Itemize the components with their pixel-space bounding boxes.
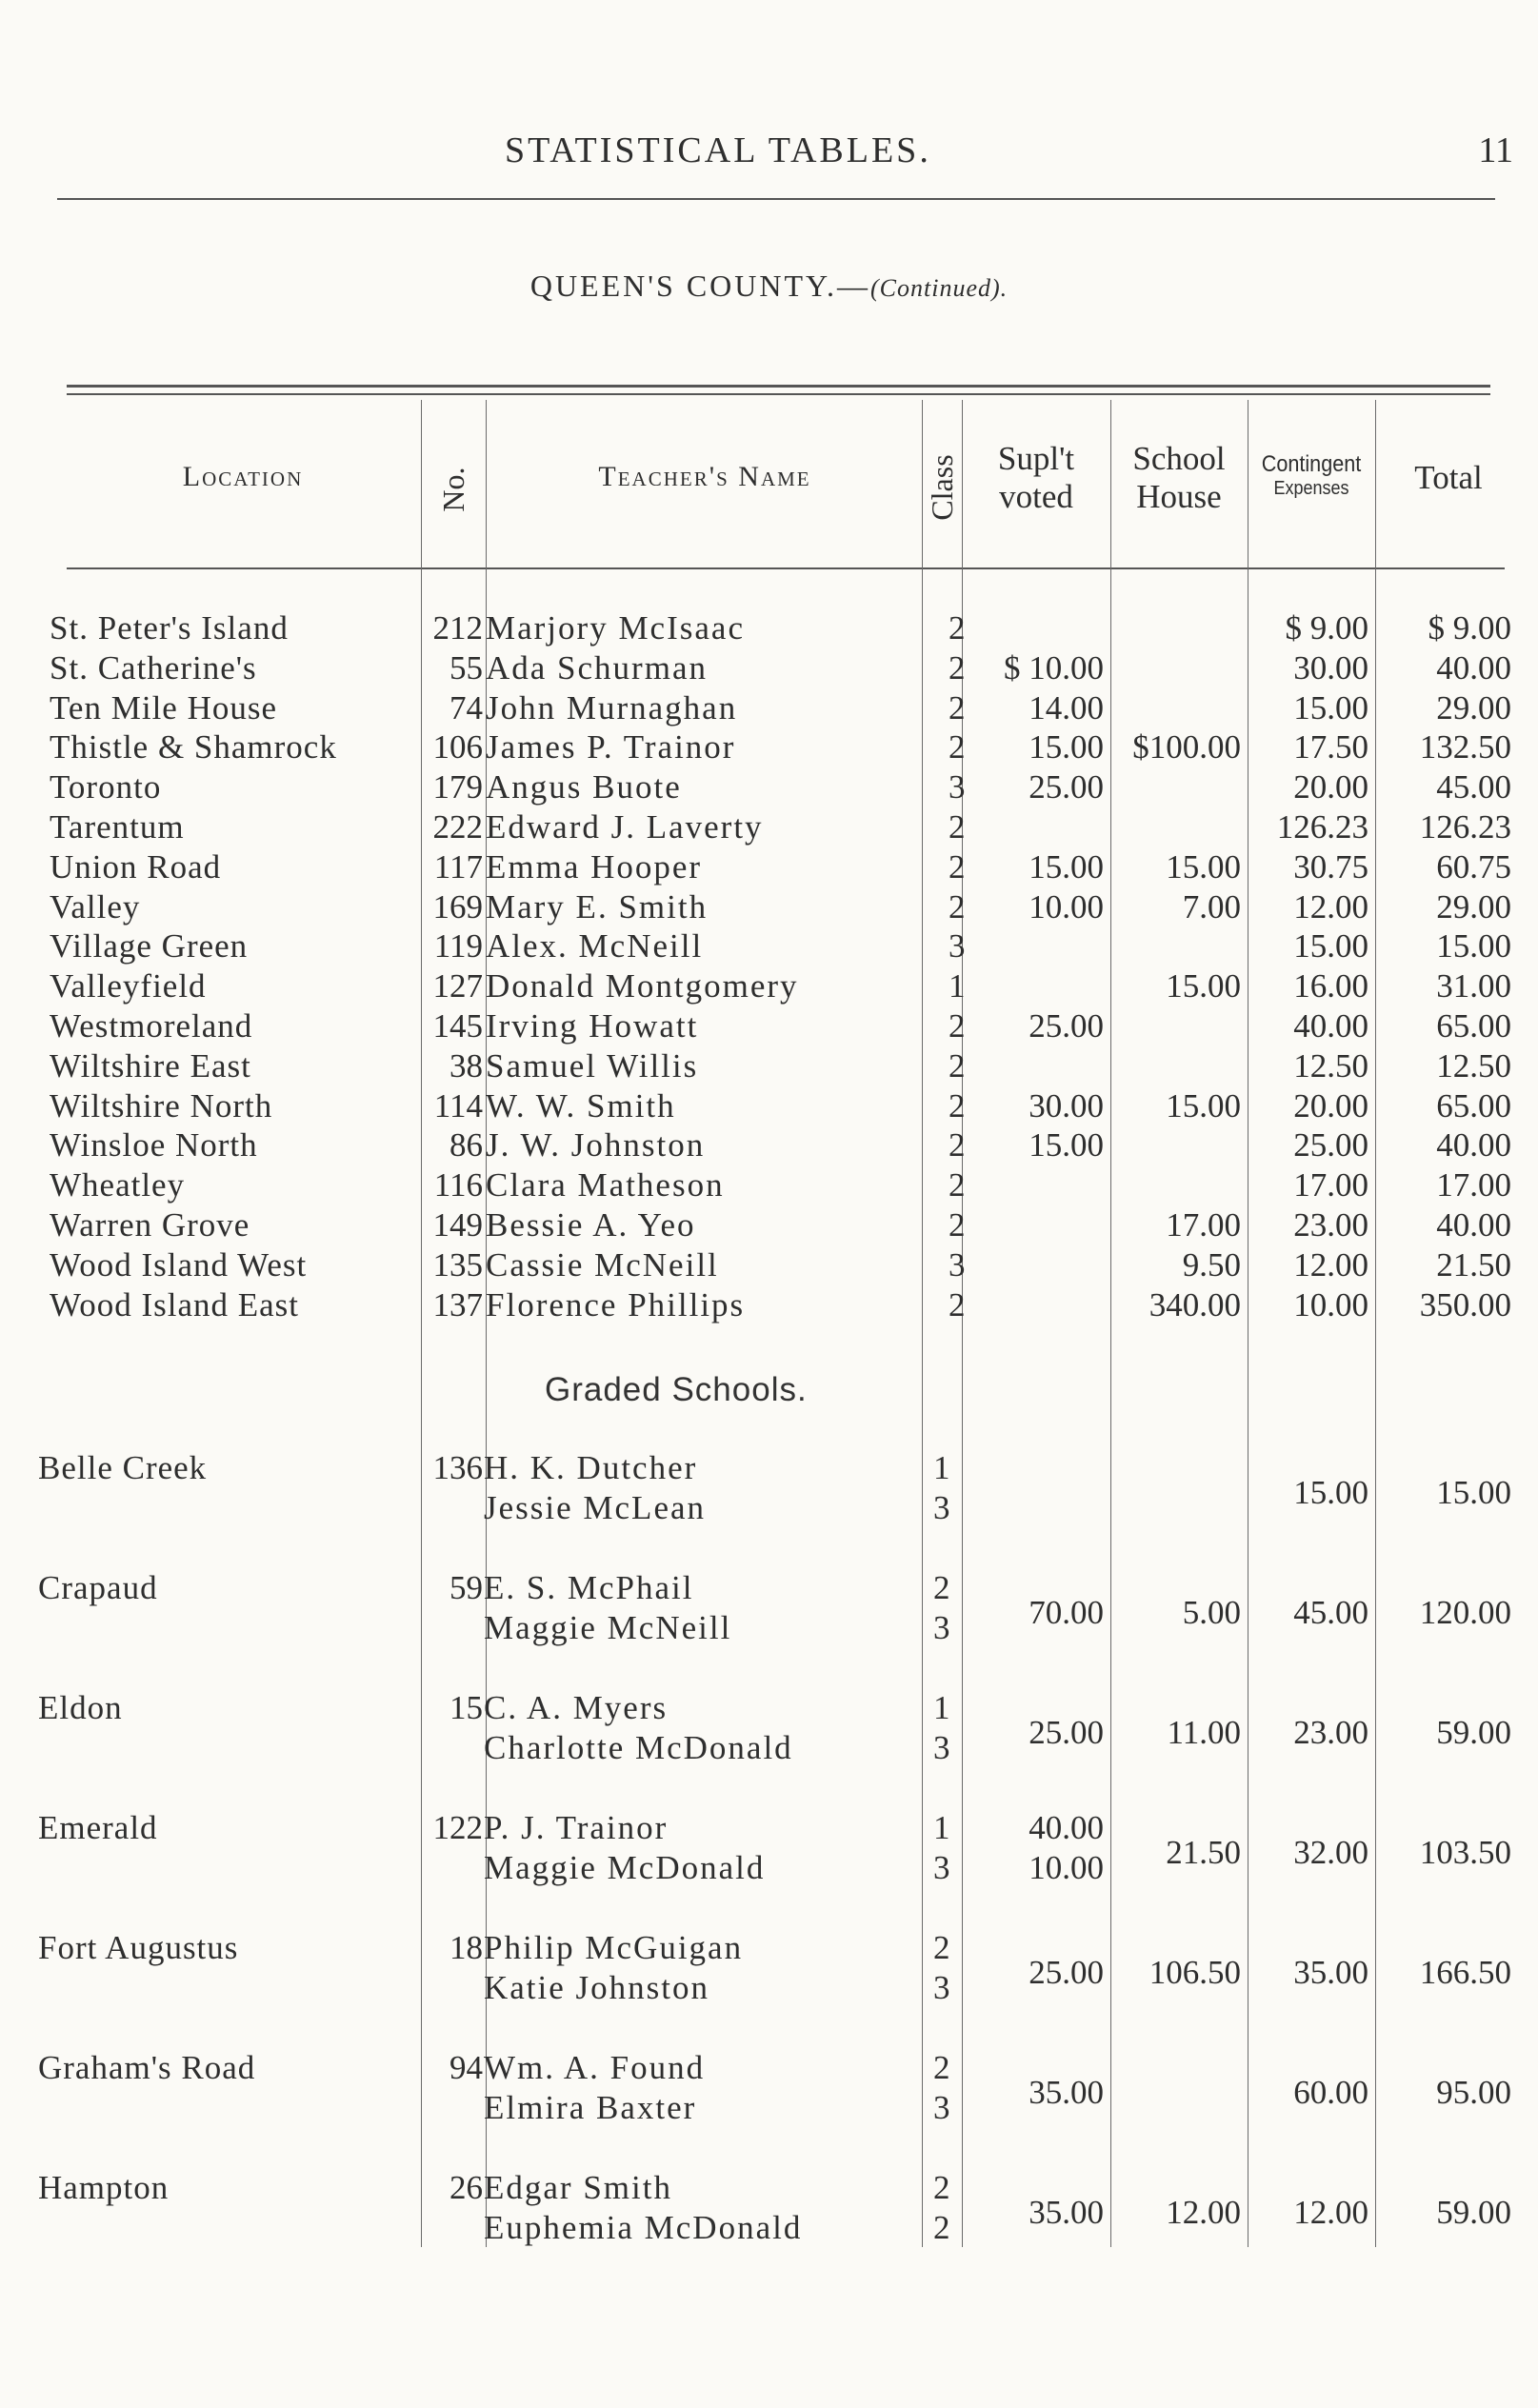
cell-school: 15.00 xyxy=(1166,1086,1241,1124)
cell-class: 2 xyxy=(949,1206,966,1244)
cell-no: 59 xyxy=(449,1569,483,1606)
graded-school-row xyxy=(0,1449,1538,1535)
cell-supl: 25.00 xyxy=(1029,1954,1104,1991)
cell-class: 2 xyxy=(949,688,966,726)
cell-no: 106 xyxy=(432,728,483,766)
cell-teacher: Alex. McNeill xyxy=(486,927,704,965)
cell-location: Valley xyxy=(50,887,141,925)
cell-location: Belle Creek xyxy=(38,1449,208,1486)
cell-supl: 14.00 xyxy=(1029,688,1104,726)
cell-total: 40.00 xyxy=(1436,648,1511,687)
cell-total: 12.50 xyxy=(1436,1046,1511,1085)
cell-supl: 15.00 xyxy=(1029,1126,1104,1164)
cell-class-assistant: 3 xyxy=(933,1849,950,1886)
cell-class-principal: 2 xyxy=(933,1929,950,1966)
cell-teacher-principal: Edgar Smith xyxy=(484,2169,672,2206)
cell-total: 59.00 xyxy=(1436,2194,1511,2231)
running-title: STATISTICAL TABLES. xyxy=(505,130,931,170)
cell-total: 103.50 xyxy=(1419,1834,1511,1871)
cell-no: 169 xyxy=(432,887,483,925)
cell-teacher-principal: Wm. A. Found xyxy=(484,2049,706,2086)
cell-total: 120.00 xyxy=(1419,1594,1511,1631)
cell-contingent: 15.00 xyxy=(1293,688,1368,726)
header-school-house xyxy=(1112,440,1246,517)
cell-teacher-principal: E. S. McPhail xyxy=(484,1569,694,1606)
cell-teacher-assistant: Katie Johnston xyxy=(484,1969,710,2006)
cell-location: Wood Island West xyxy=(50,1245,308,1284)
cell-contingent: 126.23 xyxy=(1276,808,1368,846)
header-supl xyxy=(964,440,1109,517)
cell-location: Warren Grove xyxy=(50,1206,250,1244)
cell-contingent: 12.00 xyxy=(1293,887,1368,925)
cell-teacher-principal: Philip McGuigan xyxy=(484,1929,744,1966)
cell-class: 2 xyxy=(949,887,966,925)
table-row xyxy=(0,1166,1538,1206)
cell-no: 119 xyxy=(433,927,483,965)
cell-location: Westmoreland xyxy=(50,1007,253,1045)
cell-total: 60.75 xyxy=(1436,847,1511,886)
cell-class-principal: 2 xyxy=(933,1569,950,1606)
cell-supl: 10.00 xyxy=(1029,887,1104,925)
cell-teacher-principal: P. J. Trainor xyxy=(484,1809,669,1846)
cell-total: 350.00 xyxy=(1419,1285,1511,1323)
cell-teacher-assistant: Maggie McDonald xyxy=(484,1849,766,1886)
cell-teacher-assistant: Elmira Baxter xyxy=(484,2089,697,2126)
cell-total: 29.00 xyxy=(1436,887,1511,925)
cell-teacher: Donald Montgomery xyxy=(486,967,799,1005)
cell-no: 18 xyxy=(449,1929,483,1966)
header-teacher: Teacher's Name xyxy=(598,461,811,492)
cell-location: Valleyfield xyxy=(50,967,207,1005)
graded-school-row xyxy=(0,1809,1538,1895)
cell-no: 86 xyxy=(449,1126,483,1164)
cell-teacher: John Murnaghan xyxy=(486,688,738,726)
cell-contingent: $ 9.00 xyxy=(1285,609,1368,647)
cell-class-assistant: 2 xyxy=(933,2209,950,2246)
graded-school-row xyxy=(0,1689,1538,1775)
cell-contingent: 10.00 xyxy=(1293,1285,1368,1323)
cell-location: Tarentum xyxy=(50,808,185,846)
cell-teacher: W. W. Smith xyxy=(486,1086,676,1124)
table-row xyxy=(0,728,1538,768)
cell-teacher: Emma Hooper xyxy=(486,847,703,886)
cell-total: 59.00 xyxy=(1436,1714,1511,1751)
cell-class-principal: 1 xyxy=(933,1809,950,1846)
cell-total: 21.50 xyxy=(1436,1245,1511,1284)
cell-class-principal: 1 xyxy=(933,1449,950,1486)
cell-teacher: Irving Howatt xyxy=(486,1007,699,1045)
cell-class: 2 xyxy=(949,648,966,687)
cell-class-assistant: 3 xyxy=(933,1729,950,1766)
cell-location: Emerald xyxy=(38,1809,158,1846)
cell-supl: 35.00 xyxy=(1029,2074,1104,2111)
cell-location: Winsloe North xyxy=(50,1126,258,1164)
cell-class-principal: 2 xyxy=(933,2169,950,2206)
cell-no: 122 xyxy=(432,1809,483,1846)
cell-class: 3 xyxy=(949,1245,966,1284)
cell-location: Village Green xyxy=(50,927,249,965)
cell-class: 3 xyxy=(949,768,966,806)
cell-teacher: Angus Buote xyxy=(486,768,682,806)
graded-school-row xyxy=(0,2049,1538,2135)
cell-total: 17.00 xyxy=(1436,1166,1511,1204)
cell-location: Crapaud xyxy=(38,1569,158,1606)
header-contingent-line2: Expenses xyxy=(1273,477,1349,499)
cell-teacher: Edward J. Laverty xyxy=(486,808,764,846)
cell-location: Ten Mile House xyxy=(50,688,278,726)
cell-teacher: Bessie A. Yeo xyxy=(486,1206,696,1244)
cell-contingent: 35.00 xyxy=(1293,1954,1368,1991)
cell-total: 95.00 xyxy=(1436,2074,1511,2111)
cell-contingent: 25.00 xyxy=(1293,1126,1368,1164)
cell-contingent: 17.00 xyxy=(1293,1166,1368,1204)
cell-location: Graham's Road xyxy=(38,2049,256,2086)
cell-class: 2 xyxy=(949,609,966,647)
cell-teacher-principal: C. A. Myers xyxy=(484,1689,669,1726)
cell-supl: 25.00 xyxy=(1029,768,1104,806)
cell-supl-second: 10.00 xyxy=(1029,1849,1104,1886)
cell-no: 137 xyxy=(432,1285,483,1323)
cell-teacher: Clara Matheson xyxy=(486,1166,725,1204)
cell-supl: 30.00 xyxy=(1029,1086,1104,1124)
cell-class: 2 xyxy=(949,1046,966,1085)
cell-contingent: 32.00 xyxy=(1293,1834,1368,1871)
cell-no: 135 xyxy=(432,1245,483,1284)
cell-no: 74 xyxy=(449,688,483,726)
cell-teacher: Samuel Willis xyxy=(486,1046,699,1085)
cell-location: Wood Island East xyxy=(50,1285,300,1323)
graded-schools-title: Graded Schools. xyxy=(545,1371,808,1408)
cell-total: 126.23 xyxy=(1419,808,1511,846)
cell-no: 55 xyxy=(449,648,483,687)
cell-supl: 25.00 xyxy=(1029,1007,1104,1045)
table-row xyxy=(0,1126,1538,1166)
cell-school: 15.00 xyxy=(1166,847,1241,886)
table-top-rule xyxy=(67,385,1490,388)
cell-no: 26 xyxy=(449,2169,483,2206)
table-row xyxy=(0,1007,1538,1047)
table-row xyxy=(0,1206,1538,1246)
cell-contingent: 30.00 xyxy=(1293,648,1368,687)
cell-contingent: 15.00 xyxy=(1293,927,1368,965)
cell-total: 31.00 xyxy=(1436,967,1511,1005)
header-no: No. xyxy=(436,467,470,512)
cell-contingent: 12.50 xyxy=(1293,1046,1368,1085)
header-class: Class xyxy=(925,454,959,521)
cell-no: 179 xyxy=(432,768,483,806)
cell-total: 29.00 xyxy=(1436,688,1511,726)
cell-no: 127 xyxy=(432,967,483,1005)
cell-teacher-assistant: Euphemia McDonald xyxy=(484,2209,803,2246)
cell-contingent: 15.00 xyxy=(1293,1474,1368,1511)
header-supl-line1: Supl't xyxy=(997,440,1075,477)
cell-no: 117 xyxy=(433,847,483,886)
cell-total: 15.00 xyxy=(1436,1474,1511,1511)
cell-class-principal: 1 xyxy=(933,1689,950,1726)
cell-total: 65.00 xyxy=(1436,1007,1511,1045)
cell-no: 136 xyxy=(432,1449,483,1486)
cell-class: 2 xyxy=(949,847,966,886)
graded-school-row xyxy=(0,1569,1538,1655)
cell-school-house: 106.50 xyxy=(1149,1954,1241,1991)
header-contingent-line1: Contingent xyxy=(1261,451,1362,477)
cell-teacher: Cassie McNeill xyxy=(486,1245,719,1284)
cell-class-principal: 2 xyxy=(933,2049,950,2086)
header-contingent xyxy=(1249,451,1373,500)
cell-no: 94 xyxy=(449,2049,483,2086)
cell-total: 65.00 xyxy=(1436,1086,1511,1124)
page-number: 11 xyxy=(1478,130,1513,170)
table-row xyxy=(0,888,1538,928)
cell-no: 116 xyxy=(433,1166,483,1204)
county-name: QUEEN'S COUNTY.— xyxy=(529,269,871,303)
cell-no: 149 xyxy=(432,1206,483,1244)
cell-school: 15.00 xyxy=(1166,967,1241,1005)
table-row xyxy=(0,1047,1538,1087)
cell-no: 145 xyxy=(432,1007,483,1045)
cell-teacher: James P. Trainor xyxy=(486,728,736,766)
cell-contingent: 40.00 xyxy=(1293,1007,1368,1045)
cell-contingent: 17.50 xyxy=(1293,728,1368,766)
cell-location: St. Catherine's xyxy=(50,648,257,687)
cell-location: St. Peter's Island xyxy=(50,609,289,647)
table-row xyxy=(0,848,1538,888)
cell-location: Fort Augustus xyxy=(38,1929,239,1966)
cell-contingent: 20.00 xyxy=(1293,768,1368,806)
cell-teacher-assistant: Maggie McNeill xyxy=(484,1609,732,1646)
header-school-line2: House xyxy=(1136,478,1222,516)
table-row xyxy=(0,1286,1538,1326)
cell-location: Union Road xyxy=(50,847,222,886)
cell-contingent: 30.75 xyxy=(1293,847,1368,886)
cell-teacher: Mary E. Smith xyxy=(486,887,709,925)
cell-school-house: 5.00 xyxy=(1182,1594,1241,1631)
cell-location: Eldon xyxy=(38,1689,123,1726)
cell-location: Wiltshire East xyxy=(50,1046,251,1085)
cell-class: 1 xyxy=(949,967,966,1005)
cell-contingent: 60.00 xyxy=(1293,2074,1368,2111)
cell-teacher-assistant: Charlotte McDonald xyxy=(484,1729,793,1766)
cell-school: $100.00 xyxy=(1132,728,1241,766)
table-row xyxy=(0,1246,1538,1286)
table-row xyxy=(0,689,1538,729)
cell-class-assistant: 3 xyxy=(933,2089,950,2126)
cell-total: 15.00 xyxy=(1436,927,1511,965)
cell-class: 2 xyxy=(949,1007,966,1045)
cell-teacher: Florence Phillips xyxy=(486,1285,746,1323)
cell-location: Thistle & Shamrock xyxy=(50,728,337,766)
header-location: Location xyxy=(182,461,304,492)
table-row xyxy=(0,927,1538,967)
cell-total: 40.00 xyxy=(1436,1206,1511,1244)
cell-supl: 15.00 xyxy=(1029,728,1104,766)
cell-class: 2 xyxy=(949,1086,966,1124)
cell-supl: 15.00 xyxy=(1029,847,1104,886)
header-school-line1: School xyxy=(1132,440,1226,477)
cell-contingent: 23.00 xyxy=(1293,1206,1368,1244)
cell-total: 40.00 xyxy=(1436,1126,1511,1164)
cell-location: Wiltshire North xyxy=(50,1086,273,1124)
graded-school-row xyxy=(0,2169,1538,2255)
table-row xyxy=(0,649,1538,689)
cell-class: 2 xyxy=(949,1285,966,1323)
cell-class: 2 xyxy=(949,808,966,846)
graded-school-row xyxy=(0,1929,1538,2015)
cell-no: 38 xyxy=(449,1046,483,1085)
cell-contingent: 12.00 xyxy=(1293,1245,1368,1284)
table-header-rule xyxy=(67,567,1505,569)
cell-school: 17.00 xyxy=(1166,1206,1241,1244)
cell-contingent: 12.00 xyxy=(1293,2194,1368,2231)
header-supl-line2: voted xyxy=(999,478,1073,516)
cell-teacher-principal: H. K. Dutcher xyxy=(484,1449,698,1486)
cell-supl: 35.00 xyxy=(1029,2194,1104,2231)
table-row xyxy=(0,768,1538,808)
table-row xyxy=(0,967,1538,1007)
cell-school-house: 12.00 xyxy=(1166,2194,1241,2231)
table-row xyxy=(0,1087,1538,1127)
cell-location: Hampton xyxy=(38,2169,170,2206)
cell-supl: 25.00 xyxy=(1029,1714,1104,1751)
cell-total: 132.50 xyxy=(1419,728,1511,766)
cell-location: Wheatley xyxy=(50,1166,186,1204)
cell-school-house: 11.00 xyxy=(1167,1714,1241,1751)
cell-no: 222 xyxy=(432,808,483,846)
cell-class: 2 xyxy=(949,1166,966,1204)
county-continued: (Continued). xyxy=(870,274,1009,302)
cell-total: 45.00 xyxy=(1436,768,1511,806)
cell-supl: $ 10.00 xyxy=(1004,648,1104,687)
cell-total: $ 9.00 xyxy=(1428,609,1511,647)
header-total: Total xyxy=(1414,459,1483,496)
cell-contingent: 20.00 xyxy=(1293,1086,1368,1124)
cell-class: 2 xyxy=(949,728,966,766)
cell-no: 114 xyxy=(433,1086,483,1124)
cell-teacher: Marjory McIsaac xyxy=(486,609,745,647)
cell-school: 340.00 xyxy=(1149,1285,1241,1323)
cell-class-assistant: 3 xyxy=(933,1969,950,2006)
cell-school-house: 21.50 xyxy=(1166,1834,1241,1871)
cell-contingent: 23.00 xyxy=(1293,1714,1368,1751)
cell-teacher-assistant: Jessie McLean xyxy=(484,1489,707,1526)
cell-total: 166.50 xyxy=(1419,1954,1511,1991)
cell-school: 9.50 xyxy=(1182,1245,1241,1284)
table-row xyxy=(0,609,1538,649)
cell-supl: 70.00 xyxy=(1029,1594,1104,1631)
cell-contingent: 16.00 xyxy=(1293,967,1368,1005)
cell-location: Toronto xyxy=(50,768,162,806)
cell-contingent: 45.00 xyxy=(1293,1594,1368,1631)
table-top-rule-2 xyxy=(67,393,1490,395)
cell-class-assistant: 3 xyxy=(933,1609,950,1646)
cell-teacher: Ada Schurman xyxy=(486,648,708,687)
cell-no: 212 xyxy=(432,609,483,647)
cell-teacher: J. W. Johnston xyxy=(486,1126,706,1164)
table-row xyxy=(0,808,1538,848)
cell-supl: 40.00 xyxy=(1029,1809,1104,1846)
cell-class: 2 xyxy=(949,1126,966,1164)
cell-class-assistant: 3 xyxy=(933,1489,950,1526)
cell-no: 15 xyxy=(449,1689,483,1726)
cell-school: 7.00 xyxy=(1182,887,1241,925)
cell-class: 3 xyxy=(949,927,966,965)
